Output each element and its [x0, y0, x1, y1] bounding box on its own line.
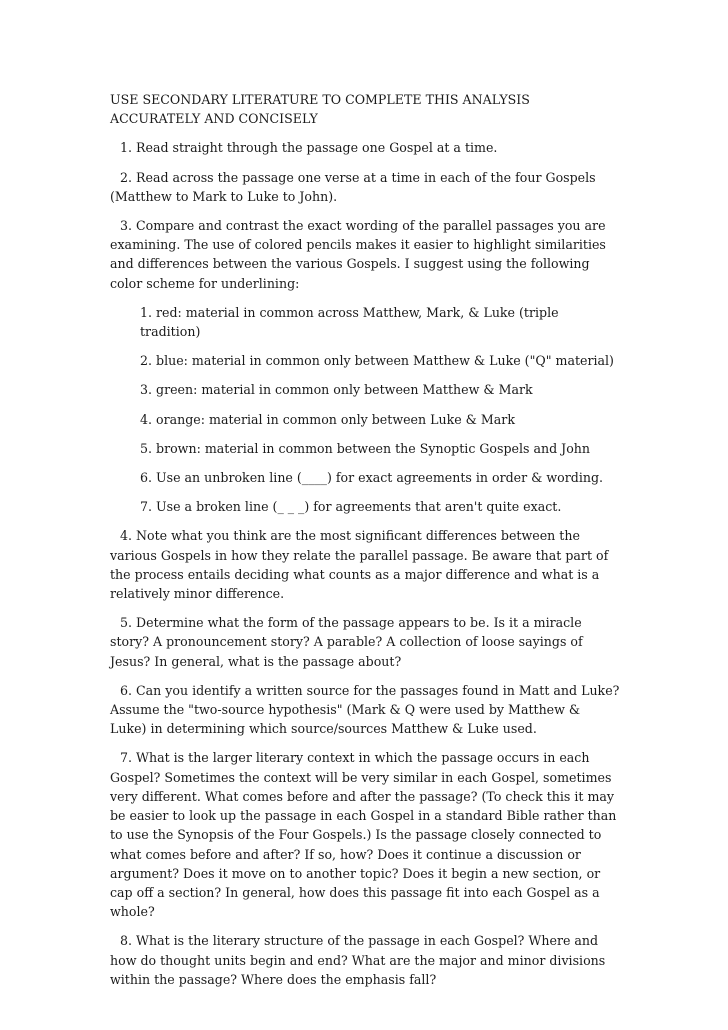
step-5: 5. Determine what the form of the passage appears to be. Is it a miracle story? A pronouncement story? A parable? A collection of loose sayings of Jesus? In general, what is the passage about?: [110, 615, 583, 669]
color-item-green: 3. green: material in common only between Matthew & Mark: [140, 382, 533, 398]
step-2: 2. Read across the passage one verse at a time in each of the four Gospels (Matthew to Mark to Luke to John).: [110, 169, 596, 204]
step-6: 6. Can you identify a written source for the passages found in Matt and Luke? Assume the "two-source hypothesis" (Mark & Q were used by Matthew & Luke) in determining which source/sources Matthew & Luke used.: [110, 682, 620, 737]
step-8: 8. What is the literary structure of the passage in each Gospel? Where and how do thought units begin and end? What are the major and minor divisions within the passage? Where does the emphasis fall?: [110, 933, 606, 987]
step-3: 3. Compare and contrast the exact wording of the parallel passages you are examining. The use of colored pencils makes it easier to highlight similarities and differences between the various Gospels. I suggest using the following color scheme for underlining:: [110, 218, 606, 291]
step-1: 1. Read straight through the passage one Gospel at a time.: [120, 140, 498, 156]
color-item-orange: 4. orange: material in common only between Luke & Mark: [140, 411, 515, 427]
line-item-unbroken: 6. Use an unbroken line (____) for exact agreements in order & wording.: [140, 470, 604, 486]
color-item-blue: 2. blue: material in common only between Matthew & Luke ("Q" material): [140, 353, 614, 369]
line-item-broken: 7. Use a broken line (_ _ _) for agreements that aren't quite exact.: [140, 499, 562, 515]
document-heading: USE SECONDARY LITERATURE TO COMPLETE THIS ANALYSIS ACCURATELY AND CONCISELY: [110, 92, 530, 127]
step-7: 7. What is the larger literary context in which the passage occurs in each Gospel? Sometimes the context will be very similar in each Gospel, sometimes very different. What comes before and after the passage? (To check this it may be easier to look up the passage in each Gospel in a standard Bible rather than to use the Synopsis of the Four Gospels.) Is the passage closely connected to what comes before and after? If so, how? Does it continue a discussion or argument? Does it move on to another topic? Does it begin a new section, or cap off a section? In general, how does this passage fit into each Gospel as a whole?: [110, 750, 617, 920]
color-item-brown: 5. brown: material in common between the Synoptic Gospels and John: [140, 440, 591, 456]
step-4: 4. Note what you think are the most significant differences between the various Gospels in how they relate the parallel passage. Be aware that part of the process entails deciding what counts as a major difference and what is a relatively minor difference.: [110, 528, 609, 602]
color-item-red: 1. red: material in common across Matthew, Mark, & Luke (triple tradition): [140, 304, 559, 340]
